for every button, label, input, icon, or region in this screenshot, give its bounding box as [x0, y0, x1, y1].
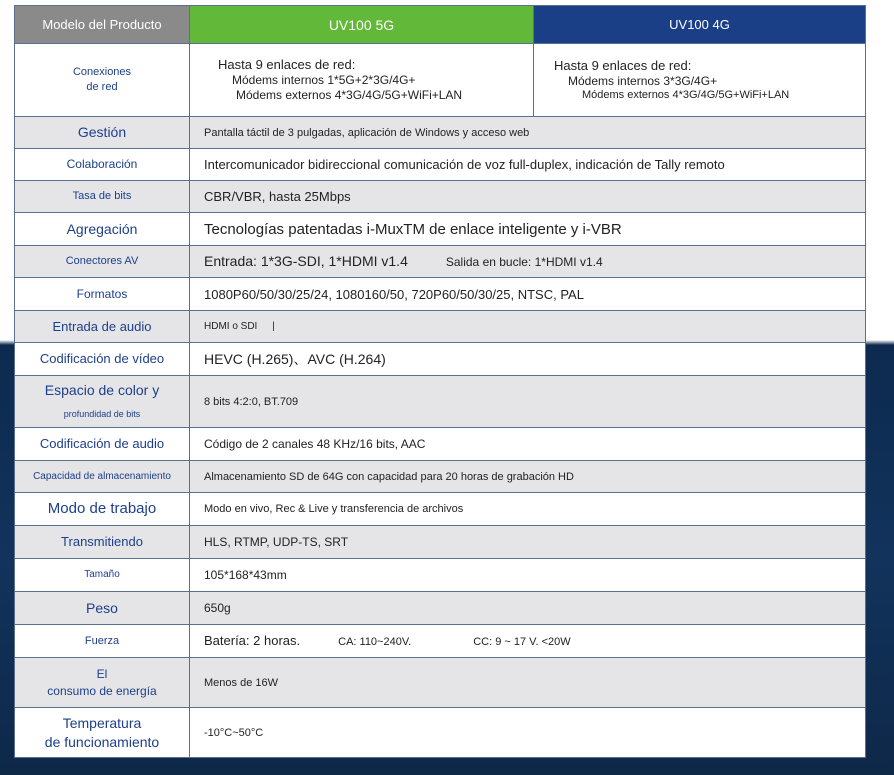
label-entrada-audio: Entrada de audio — [15, 311, 190, 343]
row-entrada-audio — [15, 311, 866, 343]
value-conectores-av — [190, 246, 866, 278]
value-consumo: Menos de 16W — [190, 658, 866, 708]
header-row — [15, 6, 866, 44]
row-conexiones — [15, 44, 866, 117]
value-conexiones-5g: Hasta 9 enlaces de red: Módems internos 1*5G+2*3G/4G+ Módems externos 4*3G/4G/5G+WiFi+LAN — [190, 44, 534, 117]
row-tamano — [15, 559, 866, 592]
row-temperatura — [15, 708, 866, 758]
header-uv100-4g: UV100 4G — [534, 6, 866, 44]
row-agregacion — [15, 213, 866, 246]
row-codificacion-audio — [15, 428, 866, 461]
label-consumo: El consumo de energía — [15, 658, 190, 708]
value-peso: 650g — [190, 592, 866, 625]
value-codificacion-audio: Código de 2 canales 48 KHz/16 bits, AAC — [190, 428, 866, 461]
row-formatos — [15, 278, 866, 311]
fuerza-battery: Batería: 2 horas. — [204, 633, 301, 648]
label-transmitiendo: Transmitiendo — [15, 526, 190, 559]
conectores-loop: Salida en bucle: 1*HDMI v1.4 — [445, 254, 603, 269]
value-transmitiendo: HLS, RTMP, UDP-TS, SRT — [190, 526, 866, 559]
row-consumo — [15, 658, 866, 708]
row-transmitiendo — [15, 526, 866, 559]
header-model-label: Modelo del Producto — [15, 6, 190, 44]
label-gestion: Gestión — [15, 117, 190, 149]
label-agregacion: Agregación — [15, 213, 190, 246]
label-tasa-de-bits: Tasa de bits — [15, 181, 190, 213]
value-tasa-de-bits: CBR/VBR, hasta 25Mbps — [190, 181, 866, 213]
label-formatos: Formatos — [15, 278, 190, 311]
row-espacio-color — [15, 376, 866, 428]
row-conectores — [15, 246, 866, 278]
value-agregacion: Tecnologías patentadas i-MuxTM de enlace inteligente y i-VBR — [190, 213, 866, 246]
spec-table — [14, 5, 866, 758]
conectores-input: Entrada: 1*3G-SDI, 1*HDMI v1.4 — [204, 252, 408, 269]
row-codificacion-video — [15, 343, 866, 376]
row-peso — [15, 592, 866, 625]
value-tamano: 105*168*43mm — [190, 559, 866, 592]
value-fuerza — [190, 625, 866, 658]
label-modo-trabajo: Modo de trabajo — [15, 493, 190, 526]
value-formatos: 1080P60/50/30/25/24, 1080160/50, 720P60/50/30/25, NTSC, PAL — [190, 278, 866, 311]
value-colaboracion: Intercomunicador bidireccional comunicación de voz full-duplex, indicación de Tally remoto — [190, 149, 866, 181]
row-colaboracion — [15, 149, 866, 181]
value-modo-trabajo: Modo en vivo, Rec & Live y transferencia de archivos — [190, 493, 866, 526]
label-codificacion-video: Codificación de vídeo — [15, 343, 190, 376]
row-almacenamiento — [15, 461, 866, 493]
value-codificacion-video: HEVC (H.265)、AVC (H.264) — [190, 343, 866, 376]
header-uv100-5g: UV100 5G — [190, 6, 534, 44]
fuerza-ac: CA: 110~240V. — [338, 636, 412, 648]
label-tamano: Tamaño — [15, 559, 190, 592]
row-fuerza — [15, 625, 866, 658]
fuerza-dc: CC: 9 ~ 17 V. <20W — [473, 636, 571, 648]
row-tasa — [15, 181, 866, 213]
value-entrada-audio: HDMI o SDI | — [190, 311, 866, 343]
label-conexiones: Conexiones de red — [15, 44, 190, 117]
value-gestion: Pantalla táctil de 3 pulgadas, aplicación de Windows y acceso web — [190, 117, 866, 149]
label-espacio-color: Espacio de color y profundidad de bits — [15, 376, 190, 428]
label-almacenamiento: Capacidad de almacenamiento — [15, 461, 190, 493]
row-modo-trabajo — [15, 493, 866, 526]
label-temperatura: Temperatura de funcionamiento — [15, 708, 190, 758]
value-temperatura: -10°C~50°C — [190, 708, 866, 758]
label-codificacion-audio: Codificación de audio — [15, 428, 190, 461]
label-fuerza: Fuerza — [15, 625, 190, 658]
value-conexiones-4g: Hasta 9 enlaces de red: Módems internos 3*3G/4G+ Módems externos 4*3G/4G/5G+WiFi+LAN — [534, 44, 866, 117]
row-gestion — [15, 117, 866, 149]
value-espacio-color: 8 bits 4:2:0, BT.709 — [190, 376, 866, 428]
label-colaboracion: Colaboración — [15, 149, 190, 181]
label-peso: Peso — [15, 592, 190, 625]
label-conectores-av: Conectores AV — [15, 246, 190, 278]
value-almacenamiento: Almacenamiento SD de 64G con capacidad para 20 horas de grabación HD — [190, 461, 866, 493]
